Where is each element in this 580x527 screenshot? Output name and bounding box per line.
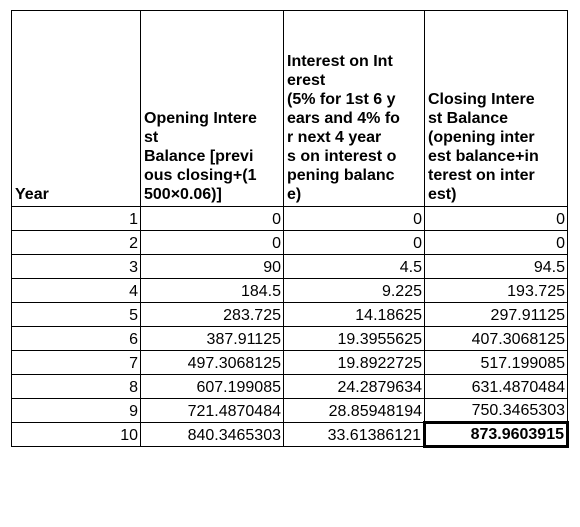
year-cell[interactable]: 5 bbox=[12, 303, 141, 327]
year-cell[interactable]: 1 bbox=[12, 207, 141, 231]
year-cell[interactable]: 7 bbox=[12, 351, 141, 375]
opening-balance-cell[interactable]: 497.3068125 bbox=[141, 351, 284, 375]
table-row bbox=[12, 255, 568, 279]
table-row bbox=[12, 207, 568, 231]
closing-balance-cell[interactable]: 0 bbox=[425, 207, 568, 231]
interest-cell[interactable]: 19.3955625 bbox=[284, 327, 425, 351]
opening-balance-cell[interactable]: 0 bbox=[141, 231, 284, 255]
header-closing-interest-balance[interactable]: Closing Intere st Balance (opening inter est balance+in terest on inter est) bbox=[425, 11, 568, 207]
interest-cell[interactable]: 19.8922725 bbox=[284, 351, 425, 375]
closing-balance-cell[interactable]: 517.199085 bbox=[425, 351, 568, 375]
closing-balance-cell[interactable]: 94.5 bbox=[425, 255, 568, 279]
interest-cell[interactable]: 33.61386121 bbox=[284, 423, 425, 447]
opening-balance-cell[interactable]: 0 bbox=[141, 207, 284, 231]
interest-cell[interactable]: 28.85948194 bbox=[284, 399, 425, 423]
header-year[interactable]: Year bbox=[12, 11, 141, 207]
opening-balance-cell[interactable]: 184.5 bbox=[141, 279, 284, 303]
table-row bbox=[12, 399, 568, 423]
year-cell[interactable]: 10 bbox=[12, 423, 141, 447]
opening-balance-cell[interactable]: 90 bbox=[141, 255, 284, 279]
interest-cell[interactable]: 0 bbox=[284, 231, 425, 255]
year-cell[interactable]: 3 bbox=[12, 255, 141, 279]
year-cell[interactable]: 8 bbox=[12, 375, 141, 399]
closing-balance-cell[interactable]: 193.725 bbox=[425, 279, 568, 303]
table-row bbox=[12, 303, 568, 327]
closing-balance-cell[interactable]: 297.91125 bbox=[425, 303, 568, 327]
interest-cell[interactable]: 14.18625 bbox=[284, 303, 425, 327]
closing-balance-cell[interactable]: 750.3465303 bbox=[425, 399, 568, 423]
opening-balance-cell[interactable]: 387.91125 bbox=[141, 327, 284, 351]
opening-balance-cell[interactable]: 721.4870484 bbox=[141, 399, 284, 423]
closing-balance-cell[interactable]: 407.3068125 bbox=[425, 327, 568, 351]
interest-cell[interactable]: 24.2879634 bbox=[284, 375, 425, 399]
selected-closing-balance-cell[interactable]: 873.9603915 bbox=[425, 423, 568, 447]
year-cell[interactable]: 2 bbox=[12, 231, 141, 255]
opening-balance-cell[interactable]: 283.725 bbox=[141, 303, 284, 327]
table-row bbox=[12, 423, 568, 447]
closing-balance-cell[interactable]: 631.4870484 bbox=[425, 375, 568, 399]
opening-balance-cell[interactable]: 840.3465303 bbox=[141, 423, 284, 447]
year-cell[interactable]: 9 bbox=[12, 399, 141, 423]
year-cell[interactable]: 4 bbox=[12, 279, 141, 303]
interest-cell[interactable]: 9.225 bbox=[284, 279, 425, 303]
table-row bbox=[12, 231, 568, 255]
table-row bbox=[12, 327, 568, 351]
interest-cell[interactable]: 4.5 bbox=[284, 255, 425, 279]
opening-balance-cell[interactable]: 607.199085 bbox=[141, 375, 284, 399]
header-row bbox=[12, 11, 568, 207]
closing-balance-cell[interactable]: 0 bbox=[425, 231, 568, 255]
table-row bbox=[12, 279, 568, 303]
interest-cell[interactable]: 0 bbox=[284, 207, 425, 231]
header-opening-interest-balance[interactable]: Opening Intere st Balance [previ ous closing+(1 500×0.06)] bbox=[141, 11, 284, 207]
table-row bbox=[12, 375, 568, 399]
header-interest-on-interest[interactable]: Interest on Int erest (5% for 1st 6 y ears and 4% fo r next 4 year s on interest o pening balanc e) bbox=[284, 11, 425, 207]
table-row bbox=[12, 351, 568, 375]
year-cell[interactable]: 6 bbox=[12, 327, 141, 351]
interest-balance-table bbox=[11, 10, 569, 448]
